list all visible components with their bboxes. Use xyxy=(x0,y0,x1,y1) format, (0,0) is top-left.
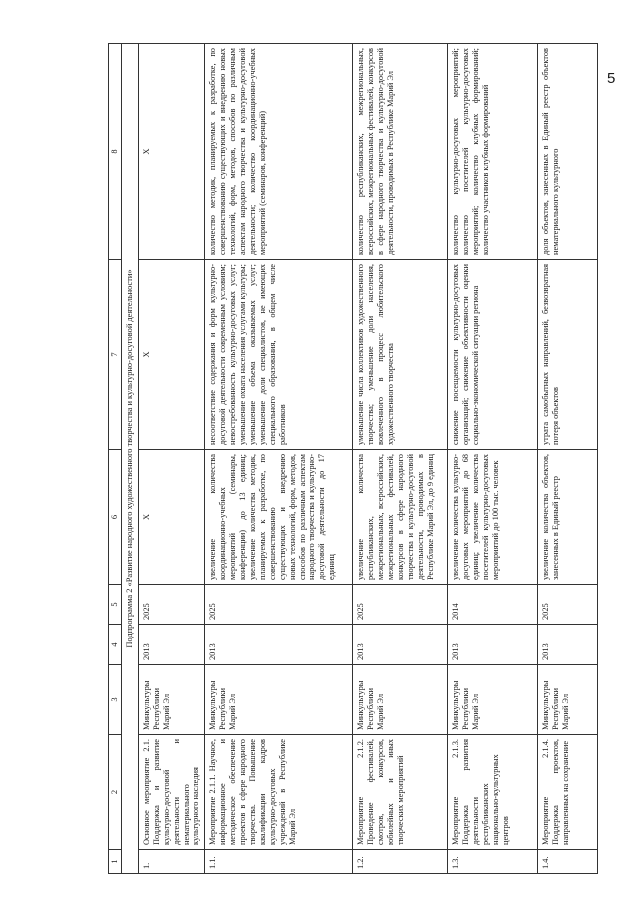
table-row xyxy=(353,44,448,874)
row-number: 1.2. xyxy=(353,850,448,874)
risk-consequences: несоответствие содержания и форм культурно-досуговой деятельности современным условиям; невостребованность культурно-досуговых услуг; уменьшение охвата населения услугами культуры; уменьшение объема оказываемых услуг; уменьшение доли специалистов, не имеющих специального образования, в общем числе работников xyxy=(205,260,353,450)
measure-name: Мероприятие 2.1.2. Проведение фестивалей, смотров, конкурсов, юбилейных и иных творческих мероприятий xyxy=(353,735,448,850)
end-year: 2014 xyxy=(448,585,538,625)
end-year: 2025 xyxy=(138,585,204,625)
column-number: 5 xyxy=(109,585,122,625)
indicator-link: количество методик, планируемых к разработке, по совершенствованию существующих и внедрению новых технологий, форм, методов, способов по различным аспектам народного творчества и культурно-досуговой деятельности; количество координационно-учебных мероприятий (семинаров, конференций) xyxy=(205,44,353,260)
indicator-link: количество республиканских, межрегиональных, всероссийских, межрегиональных фестивалей, конкурсов в сфере народного творчества и культурно-досуговой деятельности, проводимых в Республике Марий Эл xyxy=(353,44,448,260)
expected-result: увеличение количества объектов, занесенных в Единый реестр xyxy=(538,450,598,585)
expected-result: увеличение количества республиканских, межрегиональных, всероссийских, межрегиональных фестивалей, конкурсов в сфере народного творчества и культурно-досуговой деятельности, проводимых в Республике Марий Эл, до 9 единиц xyxy=(353,450,448,585)
executor: Минкультуры Республики Марий Эл xyxy=(353,665,448,735)
table-row xyxy=(538,44,598,874)
indicator-link: количество культурно-досуговых мероприятий; количество посетителей культурно-досуговых мероприятий; количество клубных формирований; количество участников клубных формирований xyxy=(448,44,538,260)
executor: Минкультуры Республики Марий Эл xyxy=(205,665,353,735)
start-year: 2013 xyxy=(538,625,598,665)
column-number: 2 xyxy=(109,735,122,850)
subprogram-row xyxy=(122,44,139,874)
end-year: 2025 xyxy=(538,585,598,625)
column-number: 4 xyxy=(109,625,122,665)
table-row xyxy=(205,44,353,874)
row-number: 1.4. xyxy=(538,850,598,874)
row-number: 1. xyxy=(138,850,204,874)
end-year: 2025 xyxy=(205,585,353,625)
row-number: 1.1. xyxy=(205,850,353,874)
program-table-sheet xyxy=(108,48,628,874)
executor: Минкультуры Республики Марий Эл xyxy=(138,665,204,735)
measure-name: Основное мероприятие 2.1. Поддержка и развитие культурно-досуговой деятельности и нематериального культурного наследия xyxy=(138,735,204,850)
column-number: 3 xyxy=(109,665,122,735)
column-number: 8 xyxy=(109,44,122,260)
measure-name: Мероприятие 2.1.3. Поддержка развития деятельности республиканских национально-культурных центров xyxy=(448,735,538,850)
indicator-link: доля объектов, занесенных в Единый реестр объектов нематериального культурного xyxy=(538,44,598,260)
risk-consequences: снижение посещаемости культурно-досуговых организаций; снижение объективности оценки социально-экономической ситуации региона xyxy=(448,260,538,450)
executor: Минкультуры Республики Марий Эл xyxy=(538,665,598,735)
expected-result: увеличение количества культурно-досуговых мероприятий до 68 единиц; увеличение количества посетителей культурно-досуговых мероприятий до 100 тыс. человек xyxy=(448,450,538,585)
measure-name: Мероприятие 2.1.1. Научное, информационное и методическое обеспечение проектов в сфере народного творчества. Повышение квалификации кадров культурно-досуговых учреждений в Республике Марий Эл xyxy=(205,735,353,850)
table-row xyxy=(448,44,538,874)
start-year: 2013 xyxy=(353,625,448,665)
column-number: 7 xyxy=(109,260,122,450)
risk-consequences: уменьшение числа коллективов художественного творчества; уменьшение доли населения, вовлеченного в процесс любительского художественного творчества xyxy=(353,260,448,450)
risk-consequences: утрата самобытных направлений, безвозвратная потеря объектов xyxy=(538,260,598,450)
executor: Минкультуры Республики Марий Эл xyxy=(448,665,538,735)
measure-name: Мероприятие 2.1.4. Поддержка проектов, направленных на сохранение xyxy=(538,735,598,850)
risk-consequences: X xyxy=(138,260,204,450)
row-number: 1.3. xyxy=(448,850,538,874)
page-number: 5 xyxy=(607,70,616,87)
indicator-link: X xyxy=(138,44,204,260)
column-number: 6 xyxy=(109,450,122,585)
column-number-row xyxy=(109,44,122,874)
subprogram-title: Подпрограмма 2 «Развитие народного художественного творчества и культурно-досуговой деятельности» xyxy=(122,44,139,874)
column-number: 1 xyxy=(109,850,122,874)
program-table xyxy=(108,43,598,874)
table-row xyxy=(138,44,204,874)
expected-result: X xyxy=(138,450,204,585)
start-year: 2013 xyxy=(138,625,204,665)
start-year: 2013 xyxy=(448,625,538,665)
expected-result: увеличение количества координационно-учебных мероприятий (семинары, конференции) до 13 единиц; увеличение количества методик, планируемых к разработке, по совершенствованию существующих и внедрению новых технологий, форм, методов, способов по различным аспектам народного творчества и культурно-досуговой деятельности до 17 единиц xyxy=(205,450,353,585)
start-year: 2013 xyxy=(205,625,353,665)
end-year: 2025 xyxy=(353,585,448,625)
